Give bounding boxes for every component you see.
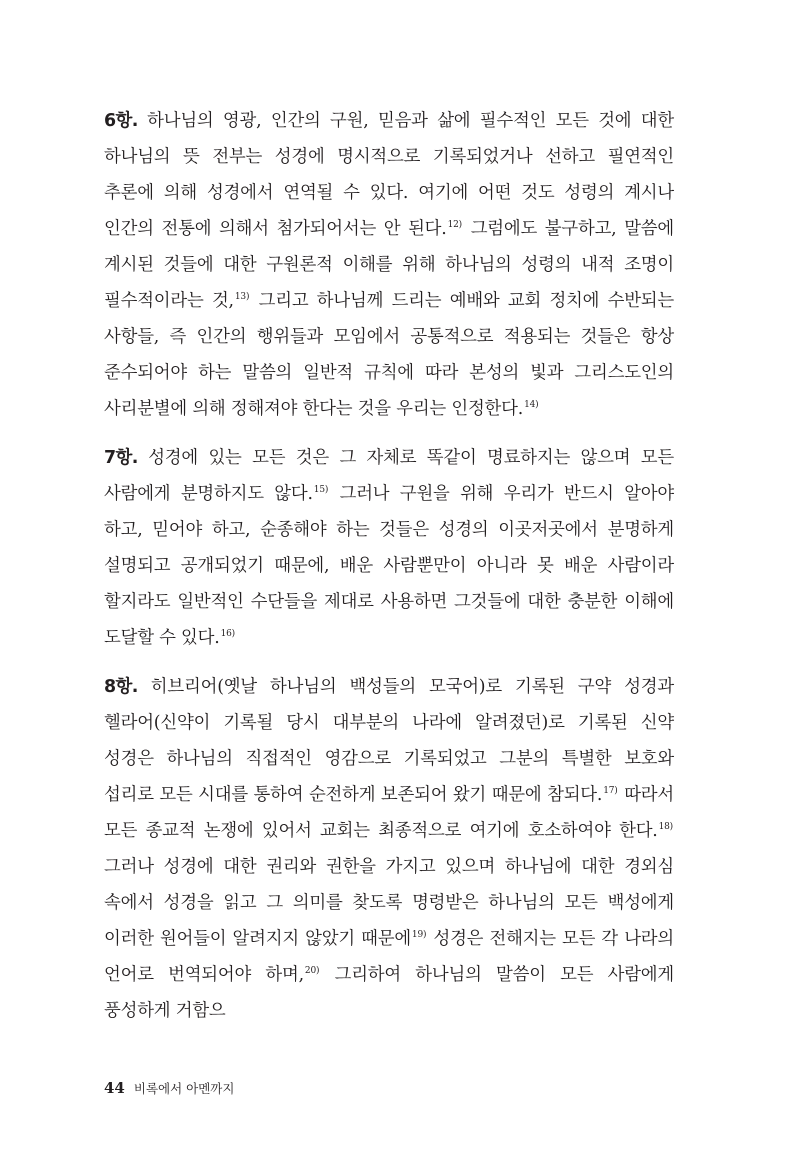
paragraph-8-text-1: 히브리어(옛날 하나님의 백성들의 모국어)로 기록된 구약 성경과 헬라어(신약이 기록될 당시 대부분의 나라에 알려졌던)로 기록된 신약 성경은 하나님의 직접적인 영감으로 기록되었고 그분의 특별한 보호와 섭리로 모든 시대를 통하여 순전하게 보존되어 왔기 때문에 참되다. <box>104 677 674 805</box>
footnote-17: 17) <box>603 786 618 796</box>
section-label-7: 7항. <box>104 448 138 468</box>
paragraph-8-text-3: 그러나 성경에 대한 권리와 권한을 가지고 있으며 하나님에 대한 경외심 속에서 성경을 읽고 그 의미를 찾도록 명령받은 하나님의 모든 백성에게 이러한 원어들이 알려지지 않았기 때문에 <box>104 857 674 949</box>
body-text <box>104 103 674 1029</box>
paragraph-6-text-2: 그럼에도 불구하고, 말씀에 계시된 것들에 대한 구원론적 이해를 위해 하나님의 성령의 내적 조명이 필수적이라는 것, <box>104 219 675 311</box>
paragraph-8-text-5: 그리하여 하나님의 말씀이 모든 사람에게 풍성하게 거함으 <box>104 965 674 1021</box>
footnote-14: 14) <box>524 400 539 410</box>
paragraph-8-text-4: 성경은 전해지는 모든 각 나라의 언어로 번역되어야 하며, <box>104 929 674 985</box>
footnote-15: 15) <box>313 485 329 495</box>
paragraph-7 <box>104 440 674 656</box>
footnote-18: 18) <box>658 822 673 832</box>
page-footer <box>104 1079 234 1097</box>
paragraph-7-text-2: 그러나 구원을 위해 우리가 반드시 알아야 하고, 믿어야 하고, 순종해야 하는 것들은 성경의 이곳저곳에서 분명하게 설명되고 공개되었기 때문에, 배운 사람뿐만이 아니라 못 배운 사람이라 할지라도 일반적인 수단들을 제대로 사용하면 그것들에 대한 충분한 이해에 도달할 수 있다. <box>104 484 674 648</box>
footnote-12: 12) <box>447 220 462 230</box>
footnote-19: 19) <box>411 930 427 940</box>
footnote-16: 16) <box>220 629 235 639</box>
section-label-6: 6항. <box>104 111 138 131</box>
paragraph-8 <box>104 669 674 1029</box>
footnote-13: 13) <box>234 292 250 302</box>
paragraph-6-text-3: 그리고 하나님께 드리는 예배와 교회 정치에 수반되는 사항들, 즉 인간의 행위들과 모임에서 공통적으로 적용되는 것들은 항상 준수되어야 하는 말씀의 일반적 규칙에 따라 본성의 빛과 그리스도인의 사리분별에 의해 정해져야 한다는 것을 우리는 인정한다. <box>104 291 675 419</box>
footnote-20: 20) <box>304 966 320 976</box>
paragraph-7-text-1: 성경에 있는 모든 것은 그 자체로 똑같이 명료하지는 않으며 모든 사람에게 분명하지도 않다. <box>104 448 674 504</box>
paragraph-8-text-2: 따라서 모든 종교적 논쟁에 있어서 교회는 최종적으로 여기에 호소하여야 한다. <box>104 785 675 841</box>
running-title: 비록에서 아멘까지 <box>133 1081 235 1096</box>
page-number: 44 <box>104 1079 125 1097</box>
paragraph-6 <box>104 103 674 427</box>
section-label-8: 8항. <box>104 677 138 697</box>
paragraph-6-text-1: 하나님의 영광, 인간의 구원, 믿음과 삶에 필수적인 모든 것에 대한 하나님의 뜻 전부는 성경에 명시적으로 기록되었거나 선하고 필연적인 추론에 의해 성경에서 연역될 수 있다. 여기에 어떤 것도 성령의 계시나 인간의 전통에 의해서 첨가되어서는 안 된다. <box>104 111 674 239</box>
